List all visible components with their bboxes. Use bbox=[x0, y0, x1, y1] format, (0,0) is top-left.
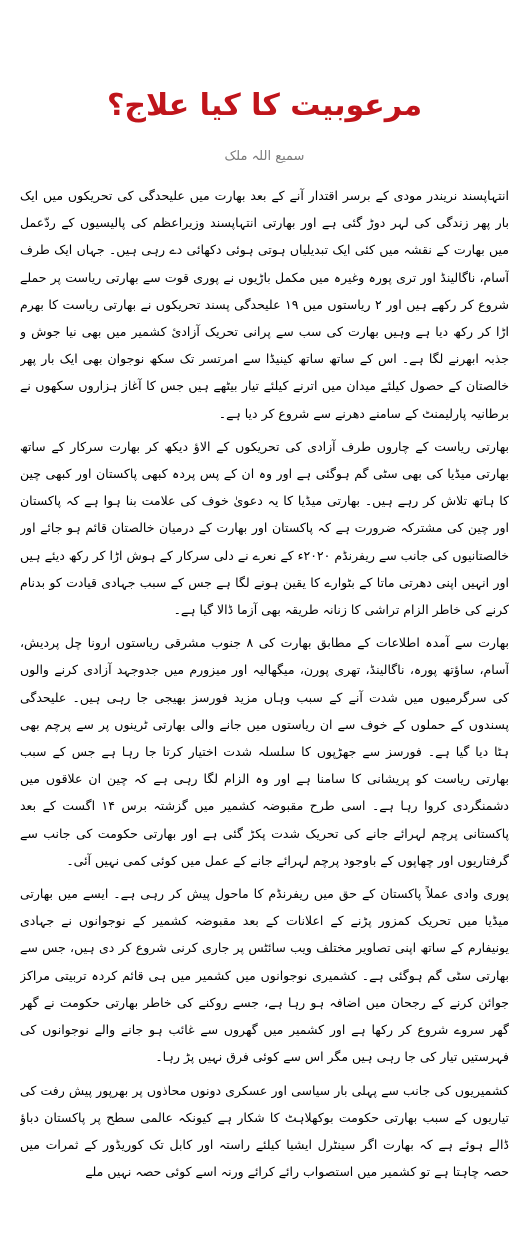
article-paragraph-2: بھارتی ریاست کے چاروں طرف آزادی کی تحریکوں کے الاؤ دیکھ کر بھارت سرکار کے ساتھ بھارتی میڈیا کی بھی سٹی گم ہوگئی ہے اور وہ ان کے پس پردہ کبھی پاکستان اور کبھی چین کا ہاتھ تلاش کر رہے ہیں۔ بھارتی میڈیا کا یہ دعویٰ خوف کی علامت بنا ہوا ہے کہ پاکستان اور چین کی مشترکہ ضرورت ہے کہ پاکستان اور بھارت کے درمیان خالصتان قائم ہو جائے اور خالصتانیوں کی جانب سے ریفرنڈم ۲۰۲۰ء کے نعرے نے دلی سرکار کے ہوش اڑا کر رکھ دیئے ہیں اور انہیں اپنی دھرتی ماتا کے بٹوارے کا یقین ہونے لگا ہے جس کے سبب جہادی قیادت کو بدنام کرنے کی خاطر الزام تراشی کا زنانہ طریقہ بھی آزما ڈالا گیا ہے۔ bbox=[20, 438, 509, 618]
article-paragraph-1: انتہاپسند نریندر مودی کے برسر اقتدار آنے کے بعد بھارت میں علیحدگی کی تحریکوں میں ایک بار پھر زندگی کی لہر دوڑ گئی ہے اور بھارتی انتہاپسند وزیراعظم کی پالیسیوں کے ردّعمل میں بھارت کے نقشہ میں کئی ایک تبدیلیاں ہوتی ہوئی دکھائی دے رہی ہیں۔ جہاں ایک طرف آسام، ناگالینڈ اور تری پورہ وغیرہ میں مکمل باڑیوں نے پوری قوت سے بھارتی ریاست پر حملے شروع کر رکھے ہیں اور ۲ ریاستوں میں ۱۹ علیحدگی پسند تحریکوں نے بھارتی ریاست کا بھرم اڑا کر رکھ دیا ہے وہیں بھارت کی سب سے پرانی تحریک آزادیٔ کشمیر میں بھی نیا جوش و جذبہ ابھرنے لگا ہے۔ اس کے ساتھ ساتھ کینیڈا سے امرتسر تک سکھ نوجوان بھی ایک بار پھر خالصتان کے حصول کیلئے میدان میں اترنے کیلئے تیار بیٹھے ہیں جس کا آغاز ہزاروں سکھوں نے برطانیہ پارلیمنٹ کے سامنے دھرنے سے شروع کر دیا ہے۔ bbox=[20, 188, 509, 421]
author-byline: سمیع اللہ ملک bbox=[224, 149, 305, 164]
article-title: مرعوبیت کا کیا علاج؟ bbox=[106, 88, 423, 123]
article-body bbox=[20, 182, 509, 1258]
article-paragraph-4: پوری وادی عملاً پاکستان کے حق میں ریفرنڈم کا ماحول پیش کر رہی ہے۔ ایسے میں بھارتی میڈیا میں تحریک کمزور پڑنے کے اعلانات کے بعد مقبوضہ کشمیر کے نوجوانوں نے جہادی یونیفارم کے ساتھ اپنی تصاویر مختلف ویب سائٹس پر جاری کرنی شروع کر دی ہیں، جس سے بھارتی سٹی گم ہوگئی ہے۔ کشمیری نوجوانوں میں کشمیر میں ہی قائم کردہ تربیتی مراکز جوائن کرنے کے رجحان میں اضافہ ہو رہا ہے، جسے روکنے کی خاطر بھارتی حکومت نے گھر گھر سروے شروع کر رکھا ہے اور کشمیر میں گھروں سے غائب ہو جانے والے نوجوانوں کی فہرستیں تیار کی جا رہی ہیں مگر اس سے کوئی فرق نہیں پڑ رہا۔ bbox=[20, 886, 509, 1065]
article-paragraph-3: بھارت سے آمدہ اطلاعات کے مطابق بھارت کی ۸ جنوب مشرقی ریاستوں ارونا چل پردیش، آسام، ساؤتھ پورہ، ناگالینڈ، تھری پورن، میگھالیہ اور میزورم میں جدوجہد آزادی کرنے والوں کی سرگرمیوں میں شدت آنے کے سبب وہاں مزید فورسز بھیجی جا رہی ہیں۔ علیحدگی پسندوں کے حملوں کے خوف سے ان ریاستوں میں جانے والی بھارتی ٹرینوں پر سے پرچم بھی ہٹا دیا گیا ہے۔ فورسز سے جھڑپوں کا سلسلہ شدت اختیار کرتا جا رہا ہے جس کے سبب بھارتی ریاست کو پریشانی کا سامنا ہے اور وہ الزام لگا رہی ہے کہ چین ان علاقوں میں دشمنگردی کروا رہا ہے۔ اسی طرح مقبوضہ کشمیر میں گزشتہ برس ۱۴ اگست کے بعد پاکستانی پرچم لہرائے جانے کی تحریک شدت پکڑ گئی ہے اور بھارتی حکومت کی جانب سے گرفتاریوں اور چھاپوں کے باوجود پرچم لہرائے جانے کے عمل میں کوئی کمی نہیں آئی۔ bbox=[20, 635, 509, 868]
article-paragraph-5: کشمیریوں کی جانب سے پہلی بار سیاسی اور عسکری دونوں محاذوں پر بھرپور پیش رفت کی تیاریوں کے سبب بھارتی حکومت بوکھلاہٹ کا شکار ہے کیونکہ عالمی سطح پر پاکستان دباؤ ڈالے ہوئے ہے کہ بھارت اگر سینٹرل ایشیا کیلئے راستہ اور کابل تک کوریڈور کے ثمرات میں حصہ چاہتا ہے تو کشمیر میں استصواب رائے کرائے ورنہ اسے کوئی حصہ نہیں ملے bbox=[20, 1082, 509, 1180]
